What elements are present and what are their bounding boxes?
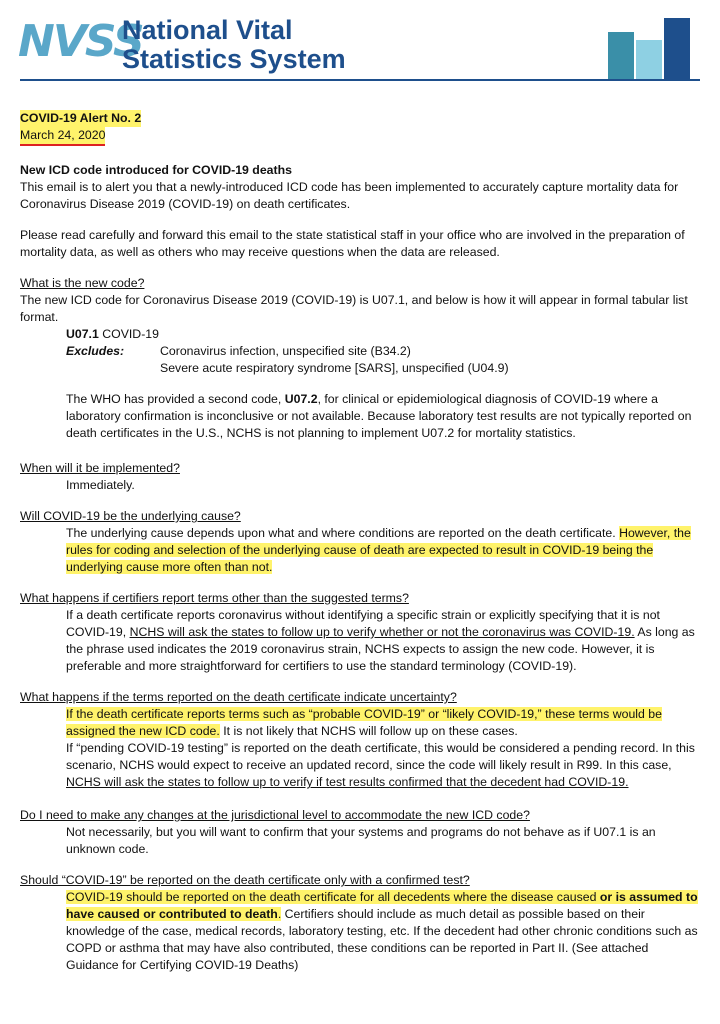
answer-underlying: The underlying cause depends upon what and where conditions are reported on the death certificate. However, the rules for coding and selection of the underlying cause of death are expected to result in COVID-19 being the underlying cause more often than not. xyxy=(66,526,691,574)
code-name: COVID-19 xyxy=(98,327,159,341)
answer-jurisdictional: Not necessarily, but you will want to confirm that your systems and programs do not behave as if U07.1 is an unknown code. xyxy=(66,825,656,856)
question-other-terms: What happens if certifiers report terms other than the suggested terms? xyxy=(20,591,409,605)
answer-implemented: Immediately. xyxy=(66,478,135,492)
excludes-label: Excludes: xyxy=(66,344,125,358)
underline-follow-up: NCHS will ask the states to follow up to verify whether or not the coronavirus was COVID-19. xyxy=(129,625,635,639)
code-u072: U07.2 xyxy=(284,392,318,406)
code-table xyxy=(20,326,698,377)
question-implemented: When will it be implemented? xyxy=(20,461,180,475)
answer-pending: If “pending COVID-19 testing” is reported on the death certificate, this would be considered a pending record. In this scenario, NCHS would expect to receive an updated record, since the code will likely result in R99. In this case, NCHS will ask the states to follow up to verify if test results confirmed that the decedent had COVID-19. xyxy=(66,741,695,789)
answer-new-code: The new ICD code for Coronavirus Disease 2019 (COVID-19) is U07.1, and below is how it will appear in formal tabular list format. xyxy=(20,293,688,324)
highlight-uncertainty: If the death certificate reports terms such as “probable COVID-19” or “likely COVID-19,” these terms would be assigned the new ICD code. xyxy=(66,707,662,738)
question-underlying: Will COVID-19 be the underlying cause? xyxy=(20,509,241,523)
bar-graphic-bar xyxy=(636,40,662,80)
alert-date: March 24, 2020 xyxy=(20,127,105,146)
alert-body xyxy=(20,110,698,974)
bar-graphic-bar xyxy=(608,32,634,80)
question-new-code: What is the new code? xyxy=(20,276,145,290)
alert-number: COVID-19 Alert No. 2 xyxy=(20,111,142,125)
answer-uncertainty: If the death certificate reports terms such as “probable COVID-19” or “likely COVID-19,” these terms would be assigned the new ICD code. It is not likely that NCHS will follow up on these cases. xyxy=(66,707,662,738)
alert-subject: New ICD code introduced for COVID-19 deaths xyxy=(20,163,292,177)
excludes-item: Coronavirus infection, unspecified site (B34.2) xyxy=(160,344,411,358)
excludes-item: Severe acute respiratory syndrome [SARS], unspecified (U04.9) xyxy=(160,361,509,375)
answer-other-terms: If a death certificate reports coronavirus without identifying a specific strain or explicitly specifying that it is not COVID-19, NCHS will ask the states to follow up to verify whether or not the coronavirus was COVID-19. As long as the phrase used indicates the 2019 coronavirus strain, NCHS expects to assign the new code. However, it is preferable and more straightforward for certifiers to use the standard terminology (COVID-19). xyxy=(66,608,695,673)
question-confirmed-test: Should “COVID-19” be reported on the death certificate only with a confirmed test? xyxy=(20,873,470,887)
highlight-confirmed-test: COVID-19 should be reported on the death certificate for all decedents where the disease caused or is assumed to have caused or contributed to death. xyxy=(66,890,698,921)
highlight-underlying: However, the rules for coding and selection of the underlying cause of death are expected to result in COVID-19 being the underlying cause more often than not. xyxy=(66,526,691,574)
bar-graphic-icon xyxy=(608,16,700,80)
header-title-line2: Statistics System xyxy=(122,44,346,74)
alert-forward: Please read carefully and forward this email to the state statistical staff in your office who are involved in the preparation of mortality data, as well as others who may receive questions when the data are released. xyxy=(20,228,685,259)
code-u071: U07.1 xyxy=(66,327,99,341)
answer-confirmed-test: COVID-19 should be reported on the death certificate for all decedents where the disease caused or is assumed to have caused or contributed to death. Certifiers should include as much detail as possible based on their knowledge of the case, medical records, laboratory testing, etc. If the decedent had other chronic conditions such as COPD or asthma that may have also contributed, these conditions can be reported in Part II. (See attached Guidance for Certifying COVID-19 Deaths) xyxy=(66,890,698,972)
question-uncertainty: What happens if the terms reported on the death certificate indicate uncertainty? xyxy=(20,690,457,704)
document-header xyxy=(0,0,720,90)
underline-verify-test: NCHS will ask the states to follow up to verify if test results confirmed that the decedent had COVID-19. xyxy=(66,775,629,789)
header-title xyxy=(122,16,346,74)
header-rule xyxy=(20,79,700,81)
nvss-logo: NVSS xyxy=(18,16,143,67)
bar-graphic-bar xyxy=(664,18,690,80)
header-title-line1: National Vital xyxy=(122,15,293,45)
question-jurisdictional: Do I need to make any changes at the jurisdictional level to accommodate the new ICD code? xyxy=(20,808,530,822)
alert-intro: This email is to alert you that a newly-introduced ICD code has been implemented to accurately capture mortality data for Coronavirus Disease 2019 (COVID-19) on death certificates. xyxy=(20,180,679,211)
who-paragraph: The WHO has provided a second code, U07.2, for clinical or epidemiological diagnosis of COVID-19 where a laboratory confirmation is inconclusive or not available. Because laboratory test results are not typically reported on death certificates in the U.S., NCHS is not planning to implement U07.2 for mortality statistics. xyxy=(66,392,692,440)
